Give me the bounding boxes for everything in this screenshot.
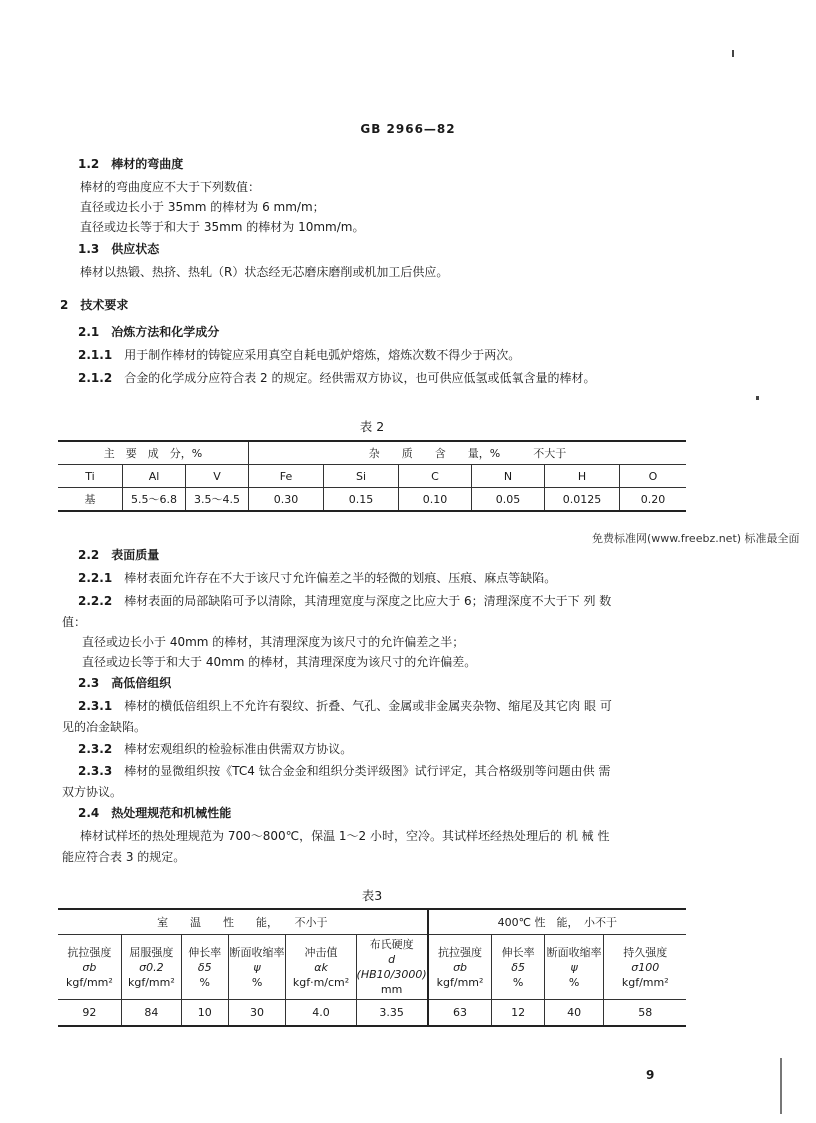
column-header-sym: σ0.2 — [139, 960, 164, 974]
room-temperature-header: 室 温 性 能， 不小于 — [58, 909, 428, 935]
column-header-name: 布氏硬度 — [369, 938, 414, 951]
clause-2-3-3 — [78, 762, 610, 779]
column-header-sym: σb — [453, 960, 468, 974]
column-header — [228, 935, 286, 1000]
table-cell: 4.0 — [286, 1000, 356, 1027]
column-header-unit: % — [199, 975, 210, 989]
table-cell: 10 — [181, 1000, 228, 1027]
column-header-name: 伸长率 — [501, 945, 535, 959]
clause-text: 棒材表面允许存在不大于该尺寸允许偏差之半的轻微的划痕、压痕、麻点等缺陷。 — [124, 571, 557, 585]
paragraph-line: 棒材试样坯的热处理规范为 700～800℃，保温 1～2 小时，空冷。其试样坯经热处理后的 机 械 性 — [80, 829, 610, 843]
section-1-3-heading — [78, 240, 159, 257]
list-item: 直径或边长小于 40mm 的棒材，其清理深度为该尺寸的允许偏差之半； — [82, 635, 465, 649]
section-2-2-heading — [78, 546, 159, 563]
clause-number: 2.2.1 — [78, 571, 113, 585]
section-number: 1.2 — [78, 157, 100, 171]
table-2-caption: 表 2 — [359, 419, 385, 434]
column-header-sym: ψ — [253, 960, 261, 974]
column-header-name: 冲击值 — [304, 945, 338, 959]
table-cell: 92 — [58, 1000, 121, 1027]
clause-2-1-2 — [78, 369, 595, 386]
table-row — [58, 488, 686, 512]
impurity-header-label: 杂 质 含 量，% — [368, 447, 501, 460]
table-cell: 30 — [228, 1000, 286, 1027]
column-header — [604, 935, 686, 1000]
clause-text: 棒材表面的局部缺陷可予以清除，其清理宽度与深度之比应大于 6；清理深度不大于下 列 数 — [124, 594, 612, 608]
clause-text: 棒材的横低倍组织上不允许有裂纹、折叠、气孔、金属或非金属夹杂物、缩尾及其它肉 眼 可 — [124, 699, 612, 713]
clause-number: 2.1.1 — [78, 348, 113, 362]
scan-speck — [732, 50, 734, 57]
section-number: 2.2 — [78, 548, 100, 562]
table-cell: 58 — [604, 1000, 686, 1027]
column-header: N — [472, 465, 545, 488]
clause-2-3-1 — [78, 697, 612, 714]
section-2-4-heading — [78, 804, 231, 821]
section-number: 2 — [60, 298, 69, 312]
paragraph-line: 棒材的弯曲度应不大于下列数值： — [80, 180, 261, 194]
table-cell: 63 — [428, 1000, 492, 1027]
clause-2-2-2 — [78, 592, 611, 609]
column-header-name: 抗拉强度 — [67, 945, 112, 959]
paragraph-line: 能应符合表 3 的规定。 — [62, 850, 186, 864]
column-header-unit: mm — [380, 983, 403, 996]
column-header-sym: ψ — [570, 960, 578, 974]
column-header-name: 屈服强度 — [129, 945, 174, 959]
impurity-header — [249, 441, 687, 465]
high-temperature-header: 400℃ 性 能， 小不于 — [428, 909, 686, 935]
column-header: Ti — [58, 465, 123, 488]
section-title: 表面质量 — [111, 548, 160, 562]
column-header: H — [545, 465, 620, 488]
clause-number: 2.1.2 — [78, 371, 113, 385]
table-cell: 0.20 — [620, 488, 687, 512]
table-cell: 基 — [58, 488, 123, 512]
section-title: 冶炼方法和化学成分 — [111, 325, 220, 339]
table-header-row — [58, 441, 686, 465]
section-number: 1.3 — [78, 242, 100, 256]
scan-edge-mark — [780, 1058, 782, 1114]
list-item: 直径或边长等于和大于 40mm 的棒材，其清理深度为该尺寸的允许偏差。 — [82, 655, 477, 669]
column-header-unit: kgf/mm² — [127, 975, 175, 989]
section-title: 棒材的弯曲度 — [111, 157, 184, 171]
table-cell: 0.10 — [399, 488, 472, 512]
table-cell: 0.30 — [249, 488, 324, 512]
column-header: V — [186, 465, 249, 488]
column-header — [428, 935, 492, 1000]
clause-2-1-1 — [78, 346, 520, 363]
clause-number: 2.3.2 — [78, 742, 113, 756]
column-header — [492, 935, 544, 1000]
table-cell: 3.35 — [356, 1000, 428, 1027]
table-cell: 5.5～6.8 — [123, 488, 186, 512]
column-header: O — [620, 465, 687, 488]
section-2-3-heading — [78, 674, 171, 691]
page-number: 9 — [646, 1068, 655, 1082]
page-header: GB 2966—82 — [360, 122, 456, 136]
column-header-sym: δ5 — [511, 960, 525, 974]
column-header: C — [399, 465, 472, 488]
column-header-sym: αk — [314, 960, 328, 974]
column-header — [121, 935, 181, 1000]
column-header-name: 抗拉强度 — [438, 945, 483, 959]
watermark-text: 免费标准网(www.freebz.net) 标准最全面 — [592, 532, 800, 545]
table-3-caption: 表3 — [361, 888, 383, 903]
column-header — [544, 935, 604, 1000]
column-header-unit: kgf/mm² — [66, 975, 113, 989]
column-header-name: 断面收缩率 — [229, 945, 285, 959]
clause-text: 合金的化学成分应符合表 2 的规定。经供需双方协议，也可供应低氢或低氧含量的棒材。 — [124, 371, 596, 385]
column-header-sym: d (HB10/3000) — [356, 953, 427, 981]
column-header-sym: σb — [82, 960, 97, 974]
paragraph-line: 棒材以热锻、热挤、热轧（R）状态经无芯磨床磨削或机加工后供应。 — [80, 265, 449, 279]
table-2 — [58, 440, 686, 512]
clause-text-continued: 双方协议。 — [62, 785, 123, 799]
column-header-name: 伸长率 — [188, 945, 222, 959]
column-header — [181, 935, 228, 1000]
section-title: 供应状态 — [111, 242, 160, 256]
column-header-unit: kgf/mm² — [436, 975, 484, 989]
clause-number: 2.3.3 — [78, 764, 113, 778]
column-header — [58, 935, 121, 1000]
column-header-sym: σ100 — [631, 960, 660, 974]
section-2-1-heading — [78, 323, 219, 340]
column-header: Si — [324, 465, 399, 488]
clause-text: 用于制作棒材的铸锭应采用真空自耗电弧炉熔炼，熔炼次数不得少于两次。 — [124, 348, 521, 362]
column-header-unit: kgf·m/cm² — [292, 975, 350, 989]
column-header-unit: % — [512, 975, 524, 989]
clause-text-continued: 值： — [62, 615, 87, 629]
table-cell: 84 — [121, 1000, 181, 1027]
column-header-name: 持久强度 — [623, 945, 668, 959]
section-1-2-heading — [78, 155, 183, 172]
table-3 — [58, 908, 686, 1027]
scan-speck — [756, 396, 759, 400]
column-header-unit: kgf/mm² — [621, 975, 669, 989]
main-components-header: 主 要 成 分，% — [58, 441, 249, 465]
column-header: Fe — [249, 465, 324, 488]
section-title: 高低倍组织 — [111, 676, 172, 690]
table-cell: 3.5～4.5 — [186, 488, 249, 512]
table-cell: 40 — [544, 1000, 604, 1027]
section-number: 2.4 — [78, 806, 100, 820]
section-title: 技术要求 — [80, 298, 129, 312]
clause-number: 2.3.1 — [78, 699, 113, 713]
section-title: 热处理规范和机械性能 — [111, 806, 232, 820]
table-cell: 12 — [492, 1000, 544, 1027]
clause-number: 2.2.2 — [78, 594, 113, 608]
section-number: 2.3 — [78, 676, 100, 690]
table-cell: 0.0125 — [545, 488, 620, 512]
clause-text: 棒材的显微组织按《TC4 钛合金金和组织分类评级图》试行评定，其合格级别等问题由供 需 — [124, 764, 611, 778]
section-2-heading — [60, 296, 128, 313]
table-column-row — [58, 935, 686, 1000]
column-header-name: 断面收缩率 — [546, 945, 602, 959]
column-header-unit: % — [568, 975, 580, 989]
table-cell: 0.15 — [324, 488, 399, 512]
not-more-than-label: 不大于 — [533, 447, 567, 460]
clause-text: 棒材宏观组织的检验标准由供需双方协议。 — [124, 742, 353, 756]
table-cell: 0.05 — [472, 488, 545, 512]
paragraph-line: 直径或边长等于和大于 35mm 的棒材为 10mm/m。 — [80, 220, 365, 234]
table-column-row — [58, 465, 686, 488]
column-header-unit: % — [251, 975, 263, 989]
table-row — [58, 1000, 686, 1027]
clause-text-continued: 见的冶金缺陷。 — [62, 720, 147, 734]
column-header — [286, 935, 356, 1000]
column-header: Al — [123, 465, 186, 488]
column-header-sym: δ5 — [197, 960, 212, 974]
table-header-row — [58, 909, 686, 935]
column-header — [356, 935, 428, 1000]
paragraph-line: 直径或边长小于 35mm 的棒材为 6 mm/m； — [80, 200, 325, 214]
section-number: 2.1 — [78, 325, 100, 339]
clause-2-3-2 — [78, 740, 352, 757]
clause-2-2-1 — [78, 569, 556, 586]
